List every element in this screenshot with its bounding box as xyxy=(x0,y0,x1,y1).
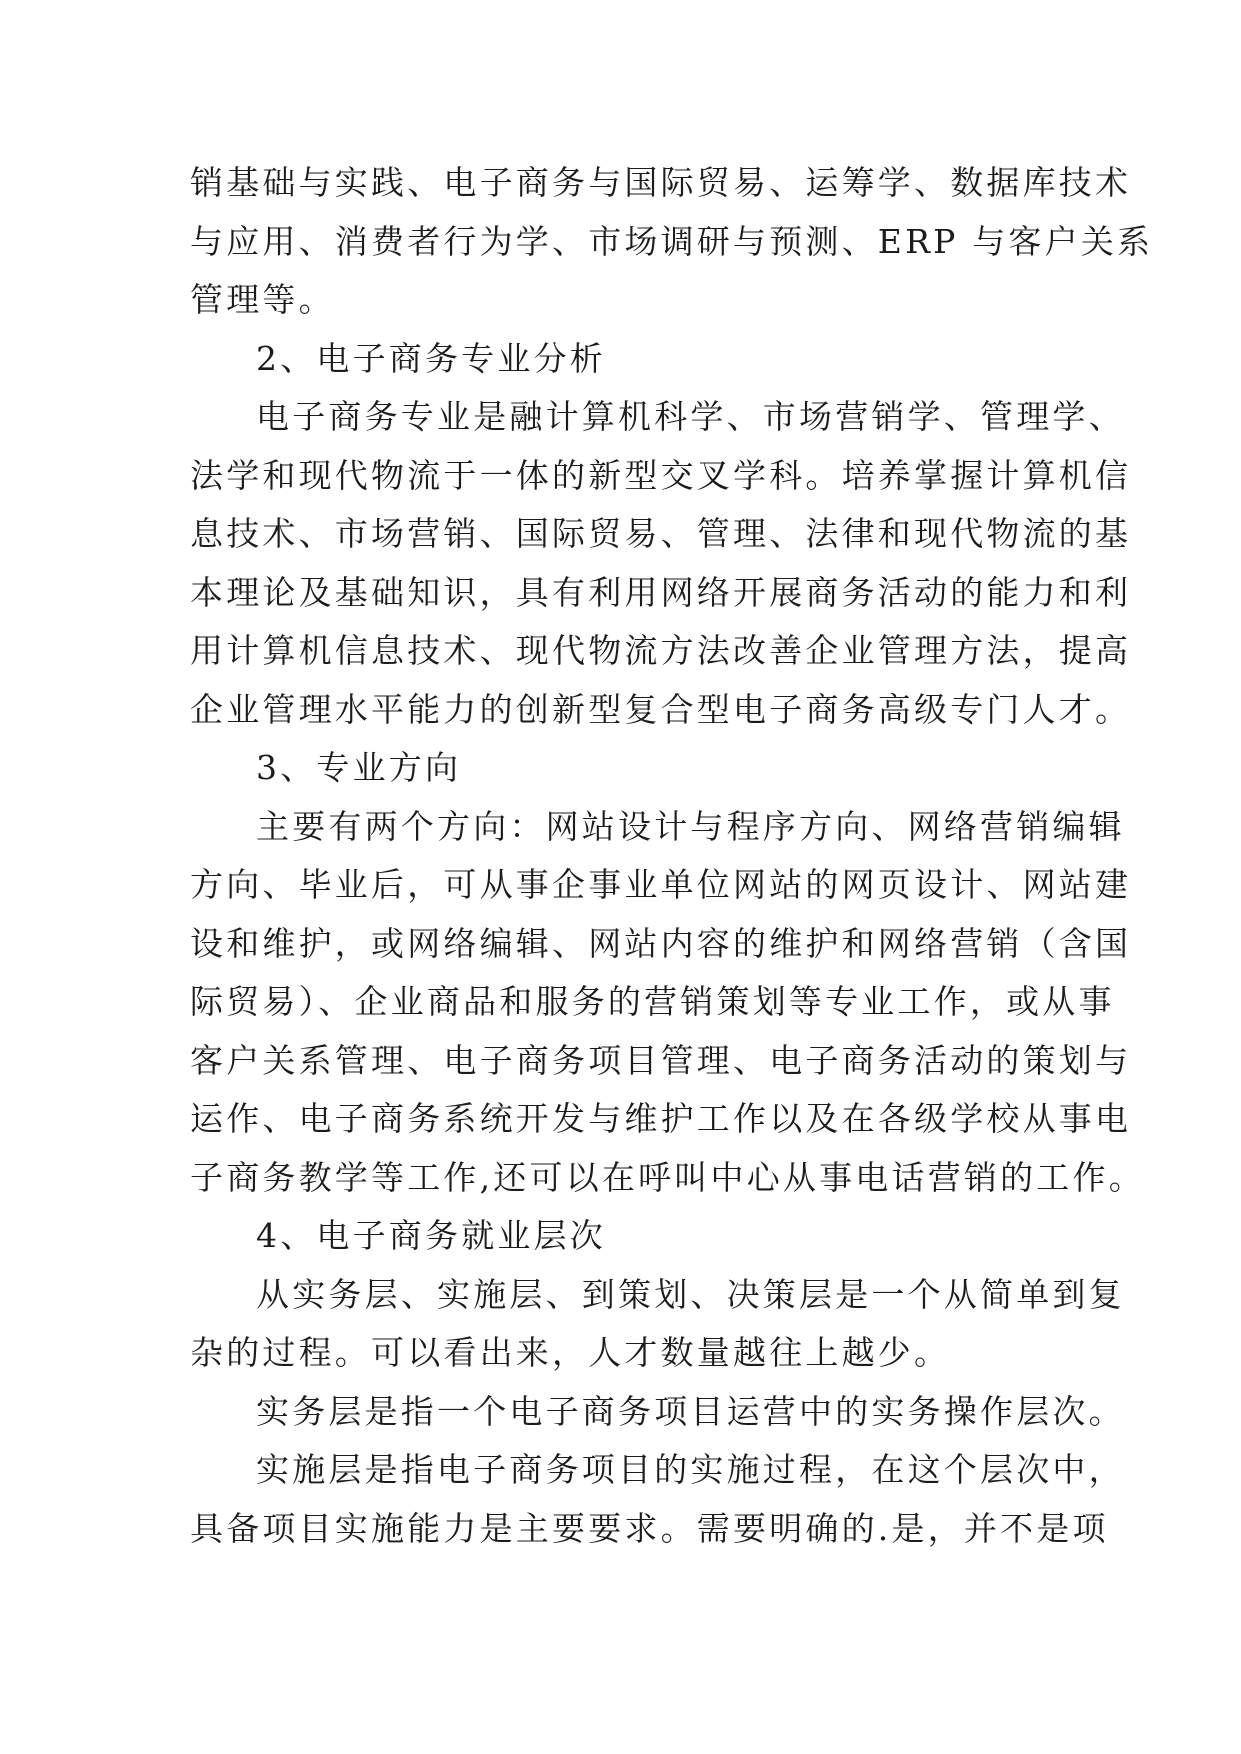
text-line: 杂的过程。可以看出来，人才数量越往上越少。 xyxy=(190,1333,951,1372)
text-line: 管理等。 xyxy=(190,280,335,319)
text-line: 实务层是指一个电子商务项目运营中的实务操作层次。 xyxy=(256,1391,1125,1431)
text-line: 电子商务专业是融计算机科学、市场营销学、管理学、 xyxy=(256,397,1125,436)
text-line: 用计算机信息技术、现代物流方法改善企业管理方法，提高 xyxy=(190,631,1132,670)
text-line: 客户关系管理、电子商务项目管理、电子商务活动的策划与 xyxy=(190,1040,1132,1080)
text-line: 子商务教学等工作,还可以在呼叫中心从事电话营销的工作。 xyxy=(190,1157,1145,1197)
text-line: 企业管理水平能力的创新型复合型电子商务高级专门人才。 xyxy=(190,689,1132,729)
text-line: 设和维护，或网络编辑、网站内容的维护和网络营销（含国 xyxy=(190,923,1132,963)
section-heading: 4、电子商务就业层次 xyxy=(256,1216,606,1255)
section-heading: 2、电子商务专业分析 xyxy=(256,338,606,378)
section-heading: 3、专业方向 xyxy=(256,748,462,787)
text-line: 运作、电子商务系统开发与维护工作以及在各级学校从事电 xyxy=(190,1099,1132,1138)
text-line: 主要有两个方向：网站设计与程序方向、网络营销编辑 xyxy=(256,806,1125,846)
text-line: 实施层是指电子商务项目的实施过程，在这个层次中， xyxy=(256,1450,1125,1489)
text-line: 本理论及基础知识，具有利用网络开展商务活动的能力和利 xyxy=(190,572,1132,612)
text-line: 方向、毕业后，可从事企事业单位网站的网页设计、网站建 xyxy=(190,865,1132,904)
text-line: 与应用、消费者行为学、市场调研与预测、ERP 与客户关系 xyxy=(190,221,1154,261)
body-text xyxy=(190,154,1154,1558)
text-line: 息技术、市场营销、国际贸易、管理、法律和现代物流的基 xyxy=(190,514,1132,553)
text-line: 销基础与实践、电子商务与国际贸易、运筹学、数据库技术 xyxy=(190,163,1132,202)
text-line: 法学和现代物流于一体的新型交叉学科。培养掌握计算机信 xyxy=(190,455,1132,495)
text-line: 从实务层、实施层、到策划、决策层是一个从简单到复 xyxy=(256,1274,1125,1314)
text-line: 具备项目实施能力是主要要求。需要明确的.是，并不是项 xyxy=(190,1508,1109,1548)
text-line: 际贸易）、企业商品和服务的营销策划等专业工作，或从事 xyxy=(190,982,1115,1021)
